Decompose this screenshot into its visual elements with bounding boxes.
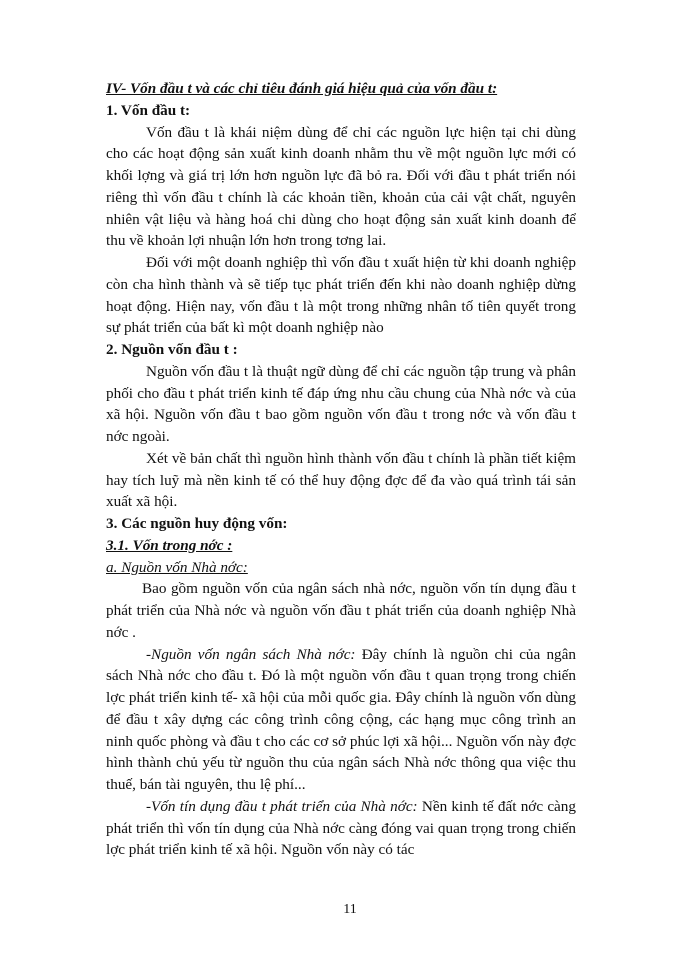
credit-capital-paragraph <box>106 796 576 861</box>
section-1-paragraph-2: Đối với một doanh nghiệp thì vốn đầu t xuất hiện từ khi doanh nghiệp còn cha hình thành và sẽ tiếp tục phát triển đến khi nào doanh nghiệp dừng hoạt động. Hiện nay, vốn đầu t là một trong những nhân tố tiên quyết trong sự phát triển của bất kì một doanh nghiệp nào <box>106 254 576 337</box>
document-body <box>106 78 576 861</box>
page-number: 11 <box>343 902 357 917</box>
section-2-paragraph-2: Xét về bản chất thì nguồn hình thành vốn đầu t chính là phần tiết kiệm hay tích luỹ mà nền kinh tế có thể huy động đợc để đa vào quá trình tái sản xuất xã hội. <box>106 449 576 511</box>
budget-capital-lead: -Nguồn vốn ngân sách Nhà nớc: <box>146 645 356 663</box>
budget-capital-paragraph <box>106 644 576 796</box>
section-1-paragraph-1: Vốn đầu t là khái niệm dùng để chỉ các nguồn lực hiện tại chi dùng cho các hoạt động sản xuất kinh doanh nhằm thu về một nguồn lực mới có khối lợng và giá trị lớn hơn nguồn lực đã bỏ ra. Đối với đầu t phát triển nói riêng thì vốn đầu t chính là các khoản tiền, khoản của cải vật chất, nguyên nhiên vật liệu và hàng hoá chi dùng cho hoạt động sản xuất kinh doanh để thu về khoản lợi nhuận lớn hơn trong tơng lai. <box>106 123 576 250</box>
credit-capital-text: Nền kinh tế đất nớc càng phát triển thì vốn tín dụng của Nhà nớc càng đóng vai quan trọng trong chiến lợc phát triển kinh tế xã hội. Nguồn vốn này có tác <box>106 797 576 859</box>
section-2-heading: 2. Nguồn vốn đầu t : <box>106 341 238 358</box>
section-3-1-heading: 3.1. Vốn trong nớc : <box>106 536 233 554</box>
main-heading: IV- Vốn đầu t và các chỉ tiêu đánh giá hiệu quả của vốn đầu t: <box>106 80 498 97</box>
credit-capital-lead: -Vốn tín dụng đầu t phát triển của Nhà nớc: <box>146 797 418 815</box>
section-3-1-a-heading: a. Nguồn vốn Nhà nớc: <box>106 558 248 576</box>
section-2-paragraph-1: Nguồn vốn đầu t là thuật ngữ dùng để chỉ các nguồn tập trung và phân phối cho đầu t phát triển kinh tế đáp ứng nhu cầu chung của Nhà nớc và của xã hội. Nguồn vốn đầu t bao gồm nguồn vốn đầu t trong nớc và vốn đầu t nớc ngoài. <box>106 362 576 445</box>
budget-capital-text: Đây chính là nguồn chi của ngân sách Nhà nớc cho đầu t. Đó là một nguồn vốn đầu t quan trọng trong chiến lợc phát triển kinh tế- xã hội của mỗi quốc gia. Đây chính là nguồn vốn dùng để đầu t xây dựng các công trình công cộng, các hạng mục công trình an ninh quốc phòng và đầu t cho các cơ sở phúc lợi xã hội... Nguồn vốn này đợc hình thành chủ yếu từ nguồn thu của ngân sách Nhà nớc thông qua việc thu thuế, bán tài nguyên, thu lệ phí... <box>106 645 576 793</box>
section-3-1-a-paragraph: Bao gồm nguồn vốn của ngân sách nhà nớc, nguồn vốn tín dụng đầu t phát triển của Nhà nớc và nguồn vốn đầu t phát triển của doanh nghiệp Nhà nớc . <box>106 580 576 641</box>
section-1-heading: 1. Vốn đầu t: <box>106 101 191 119</box>
section-3-heading: 3. Các nguồn huy động vốn: <box>106 515 288 532</box>
